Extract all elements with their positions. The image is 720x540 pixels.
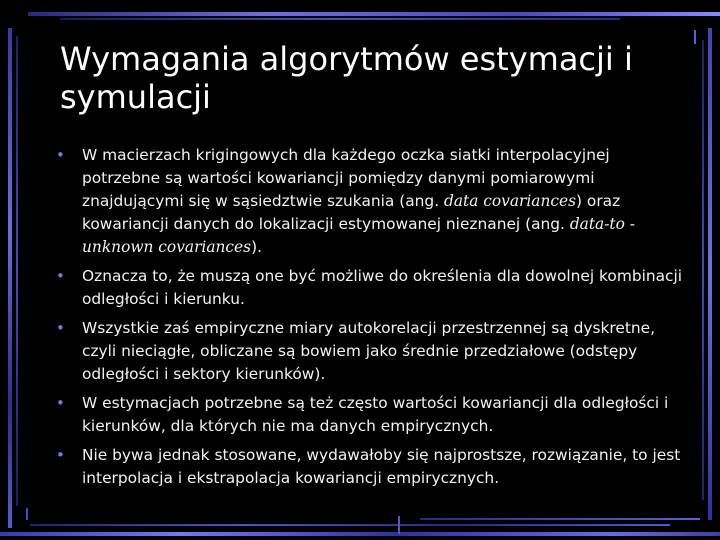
frame-bar-bottom bbox=[0, 532, 720, 536]
bullet-item bbox=[56, 144, 686, 259]
frame-bar-right bbox=[708, 28, 712, 520]
frame-bar-left-inner bbox=[16, 36, 18, 506]
bullet-text: ). bbox=[251, 238, 262, 256]
bullet-text: Nie bywa jednak stosowane, wydawałoby się najprostsze, rozwiązanie, to jest interpolacja i ekstrapolacja kowariancji empirycznych. bbox=[82, 446, 681, 487]
frame-bar-bottom-inner bbox=[30, 524, 670, 526]
bullet-list bbox=[56, 144, 686, 496]
frame-bar-left bbox=[8, 28, 12, 528]
frame-bar-right-inner bbox=[702, 40, 704, 500]
frame-tick bbox=[26, 508, 28, 520]
bullet-icon: • bbox=[56, 267, 65, 285]
frame-bar-top-inner bbox=[60, 18, 620, 20]
bullet-item bbox=[56, 317, 686, 386]
frame-bar-top bbox=[28, 12, 720, 16]
slide-title: Wymagania algorytmów estymacji i symulacji bbox=[60, 40, 633, 116]
frame-bar-bottom-accent bbox=[420, 518, 700, 520]
bullet-icon: • bbox=[56, 319, 65, 337]
term-data-covariances: data covariances bbox=[443, 192, 577, 210]
bullet-icon: • bbox=[56, 446, 65, 464]
bullet-item bbox=[56, 444, 686, 490]
bullet-text: W macierzach krigingowych dla każdego oczka siatki interpolacyjnej potrzebne są wartości kowariancji pomiędzy danymi pomiarowymi znajdującymi się w sąsiedztwie szukania (ang. bbox=[82, 146, 610, 210]
bullet-icon: • bbox=[56, 394, 65, 412]
bullet-text: Wszystkie zaś empiryczne miary autokorelacji przestrzennej są dyskretne, czyli nieciągłe, obliczane są bowiem jako średnie przedziałowe (odstępy odległości i sektory kierunków). bbox=[82, 319, 656, 383]
frame-tick bbox=[398, 516, 400, 534]
bullet-text: ) oraz kowariancji danych do lokalizacji estymowanej nieznanej (ang. bbox=[82, 192, 621, 233]
frame-tick bbox=[694, 30, 696, 44]
bullet-text: Oznacza to, że muszą one być możliwe do określenia dla dowolnej kombinacji odległości i kierunku. bbox=[82, 267, 683, 308]
bullet-text: W estymacjach potrzebne są też często wartości kowariancji dla odległości i kierunków, dla których nie ma danych empirycznych. bbox=[82, 394, 669, 435]
bullet-icon: • bbox=[56, 146, 65, 164]
bullet-item bbox=[56, 265, 686, 311]
bullet-item bbox=[56, 392, 686, 438]
term-data-to-unknown-covariances: data-to -unknown covariances bbox=[82, 215, 635, 256]
